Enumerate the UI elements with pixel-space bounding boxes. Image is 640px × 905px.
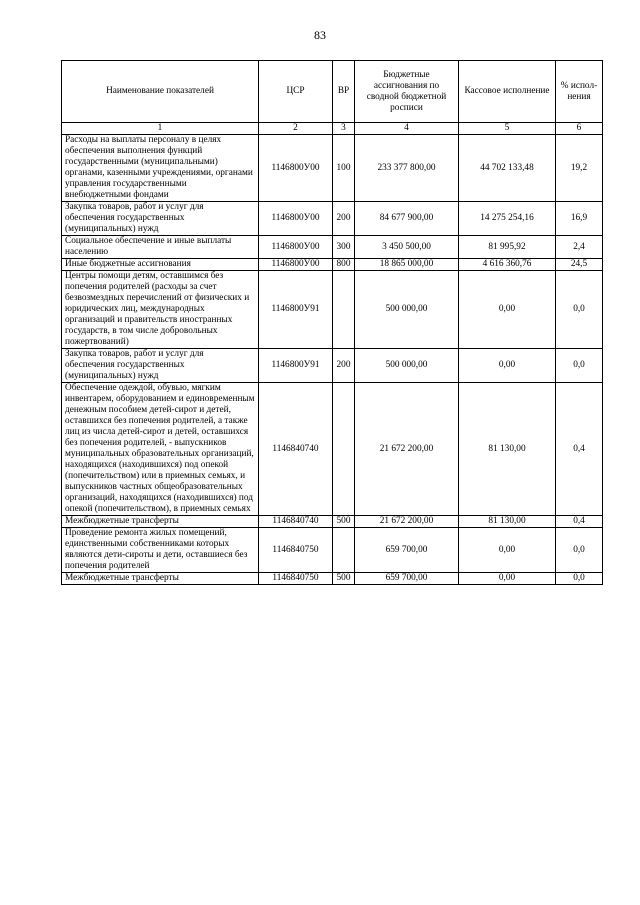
row-budget: 659 700,00 [355, 573, 459, 585]
row-name: Обеспечение одеждой, обувью, мягким инвентарем, оборудованием и единовременным денежным пособием детей-сирот и детей, оставшихся без попечения родителей, а также лиц из числа детей-сирот и детей, оставшихся без попечения родителей, - выпускников муниципальных образовательных организаций, находящихся (находившихся) под опекой (попечительством) или в приемных семьях, и выпускников частных общеобразовательных организаций, находящихся (находившихся) под опекой (попечительством), в приемных семьях [62, 383, 259, 516]
row-csr: 1146800У00 [259, 202, 333, 236]
row-percent: 0,0 [556, 573, 603, 585]
table-header-row [62, 61, 603, 123]
table-row [62, 516, 603, 528]
header-csr: ЦСР [259, 61, 333, 123]
row-name: Межбюджетные трансферты [62, 516, 259, 528]
row-csr: 1146800У91 [259, 349, 333, 383]
header-cash-execution: Кассовое исполнение [459, 61, 556, 123]
column-number: 1 [62, 123, 259, 135]
column-number-row [62, 123, 603, 135]
row-name: Расходы на выплаты персоналу в целях обеспечения выполнения функций государственными (муниципальными) органами, казенными учреждениями, органами управления государственными внебюджетными фондами [62, 135, 259, 202]
table-row [62, 349, 603, 383]
row-csr: 1146800У00 [259, 135, 333, 202]
budget-execution-table [61, 60, 603, 585]
row-budget: 18 865 000,00 [355, 259, 459, 271]
column-number: 2 [259, 123, 333, 135]
row-cash: 14 275 254,16 [459, 202, 556, 236]
row-budget: 21 672 200,00 [355, 383, 459, 516]
row-cash: 0,00 [459, 573, 556, 585]
header-indicator-name: Наименование показателей [62, 61, 259, 123]
column-number: 4 [355, 123, 459, 135]
row-csr: 1146840740 [259, 383, 333, 516]
row-name: Закупка товаров, работ и услуг для обеспечения государственных (муниципальных) нужд [62, 349, 259, 383]
row-vr: 100 [333, 135, 355, 202]
row-csr: 1146840750 [259, 573, 333, 585]
row-percent: 0,0 [556, 271, 603, 349]
row-budget: 659 700,00 [355, 528, 459, 573]
row-name: Социальное обеспечение и иные выплаты населению [62, 236, 259, 259]
row-cash: 81 995,92 [459, 236, 556, 259]
row-cash: 0,00 [459, 271, 556, 349]
row-csr: 1146800У00 [259, 259, 333, 271]
row-vr: 200 [333, 202, 355, 236]
row-cash: 44 702 133,48 [459, 135, 556, 202]
row-cash: 0,00 [459, 349, 556, 383]
row-vr [333, 383, 355, 516]
row-csr: 1146800У91 [259, 271, 333, 349]
table-row [62, 271, 603, 349]
row-vr [333, 271, 355, 349]
table-row [62, 528, 603, 573]
column-number: 6 [556, 123, 603, 135]
row-budget: 500 000,00 [355, 349, 459, 383]
row-name: Проведение ремонта жилых помещений, единственными собственниками которых являются дети-сироты и дети, оставшиеся без попечения родителей [62, 528, 259, 573]
row-csr: 1146840750 [259, 528, 333, 573]
row-csr: 1146840740 [259, 516, 333, 528]
row-budget: 3 450 500,00 [355, 236, 459, 259]
row-vr: 800 [333, 259, 355, 271]
column-number: 5 [459, 123, 556, 135]
row-name: Закупка товаров, работ и услуг для обеспечения государственных (муниципальных) нужд [62, 202, 259, 236]
table-row [62, 383, 603, 516]
row-budget: 21 672 200,00 [355, 516, 459, 528]
row-cash: 81 130,00 [459, 383, 556, 516]
table-row [62, 135, 603, 202]
row-percent: 0,0 [556, 528, 603, 573]
row-name: Иные бюджетные ассигнования [62, 259, 259, 271]
table-row [62, 259, 603, 271]
column-number: 3 [333, 123, 355, 135]
table-row [62, 202, 603, 236]
row-name: Межбюджетные трансферты [62, 573, 259, 585]
row-name: Центры помощи детям, оставшимся без попечения родителей (расходы за счет безвозмездных перечислений от физических и юридических лиц, международных организаций и правительств иностранных государств, в том числе добровольных пожертвований) [62, 271, 259, 349]
header-vr: ВР [333, 61, 355, 123]
row-cash: 0,00 [459, 528, 556, 573]
row-vr: 500 [333, 516, 355, 528]
header-budget-allocations: Бюджетные ассигнования по сводной бюджетной росписи [355, 61, 459, 123]
row-vr [333, 528, 355, 573]
row-vr: 500 [333, 573, 355, 585]
row-percent: 19,2 [556, 135, 603, 202]
row-cash: 81 130,00 [459, 516, 556, 528]
row-vr: 200 [333, 349, 355, 383]
row-percent: 0,4 [556, 383, 603, 516]
row-csr: 1146800У00 [259, 236, 333, 259]
row-budget: 500 000,00 [355, 271, 459, 349]
header-execution-percent: % испол-нения [556, 61, 603, 123]
row-percent: 24,5 [556, 259, 603, 271]
row-vr: 300 [333, 236, 355, 259]
row-cash: 4 616 360,76 [459, 259, 556, 271]
row-budget: 233 377 800,00 [355, 135, 459, 202]
row-percent: 0,0 [556, 349, 603, 383]
page-number: 83 [314, 28, 326, 42]
table-row [62, 573, 603, 585]
row-percent: 0,4 [556, 516, 603, 528]
row-budget: 84 677 900,00 [355, 202, 459, 236]
row-percent: 2,4 [556, 236, 603, 259]
row-percent: 16,9 [556, 202, 603, 236]
table-row [62, 236, 603, 259]
